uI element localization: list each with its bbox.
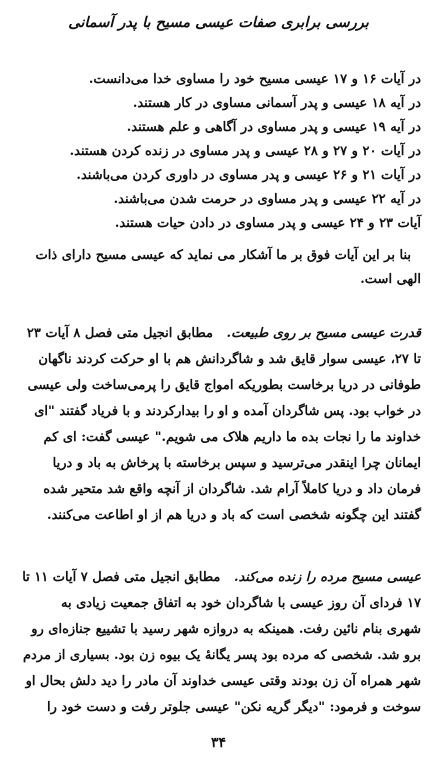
raising-paragraph-line: شهر همراه آن زن بودند وقتی عیسی خداوند آن مادر را دید دلش بحال او [25, 674, 421, 689]
nature-paragraph-heading: قدرت عیسی مسیح بر روی طبیعت. [226, 326, 421, 341]
nature-paragraph-line: در خواب بود. پس شاگردان آمده و او را بیدارکردند و با فریاد گفتند "ای [34, 404, 421, 419]
page-title: بررسی برابری صفات عیسی مسیح با پدر آسمانی [68, 14, 369, 31]
nature-paragraph-line: طوفانی در دریا برخاست بطوریکه امواج قایق را پرمی‌ساخت ولی عیسی [27, 378, 421, 393]
raising-paragraph-first-line [16, 568, 421, 588]
conclusion-line: الهی است. [360, 272, 421, 287]
comparison-line: در آیات ۱۶ و ۱۷ عیسی مسیح خود را مساوی خدا می‌دانست. [88, 72, 421, 87]
nature-paragraph-line: خداوند ما را نجات بده ما داریم هلاک می شویم." عیسی گفت: ای کم [43, 430, 421, 445]
nature-paragraph-line: تا ۲۷، عیسی سوار قایق شد و شاگردانش هم با او حرکت کردند ناگهان [38, 352, 421, 367]
comparison-line: در آیات ۲۰ و ۲۷ و ۲۸ عیسی و پدر مساوی در زنده کردن هستند. [69, 144, 421, 159]
comparison-line: در آیه ۱۸ عیسی و پدر آسمانی مساوی در کار هستند. [132, 96, 421, 111]
conclusion-line: بنا بر این آیات فوق بر ما آشکار می نماید که عیسی مسیح دارای ذات [35, 248, 411, 263]
nature-paragraph-reference: مطابق انجیل متی فصل ۸ آیات ۲۳ [26, 326, 213, 341]
raising-paragraph-line: شهری بنام نائین رفت. همینکه به دروازه شهر رسید با تشییع جنازه‌ای رو [31, 622, 421, 637]
raising-paragraph-line: ۱۷ فردای آن روز عیسی با شاگردان خود به اتفاق جمعیت زیادی به [61, 596, 421, 611]
comparison-line: در آیات ۲۱ و ۲۶ عیسی و پدر مساوی در داوری کردن می‌باشند. [76, 168, 421, 183]
page-number: ۳۴ [210, 735, 227, 751]
comparison-line: آیات ۲۳ و ۲۴ عیسی و پدر مساوی در دادن حیات هستند. [114, 216, 421, 231]
raising-paragraph-reference: مطابق انجیل متی فصل ۷ آیات ۱۱ تا [22, 570, 221, 585]
raising-paragraph-line: برو شد. شخصی که مرده بود پسر یگانهٔ یک بیوه زن بود. بسیاری از مردم [22, 648, 421, 663]
nature-paragraph-line: فرمان داد و دریا کاملاً آرام شد. شاگردان از آنچه واقع شد متحیر شده [43, 482, 421, 497]
nature-paragraph-first-line [16, 324, 421, 344]
comparison-line: در آیه ۲۲ عیسی و پدر مساوی در حرمت شدن می‌باشند. [113, 192, 421, 207]
nature-paragraph-line: گفتند این چگونه شخصی است که باد و دریا هم از او اطاعت می‌کنند. [47, 508, 421, 523]
nature-paragraph-line: ایمانان چرا اینقدر می‌ترسید و سپس برخاسته با پرخاش به باد و دریا [52, 456, 421, 471]
raising-paragraph-heading: عیسی مسیح مرده را زنده می‌کند. [233, 570, 421, 585]
comparison-line: در آیه ۱۹ عیسی و پدر مساوی در آگاهی و علم هستند. [126, 120, 421, 135]
raising-paragraph-line: سوخت و فرمود: "دیگر گریه نکن" عیسی جلوتر رفت و دست خود را [47, 700, 421, 715]
